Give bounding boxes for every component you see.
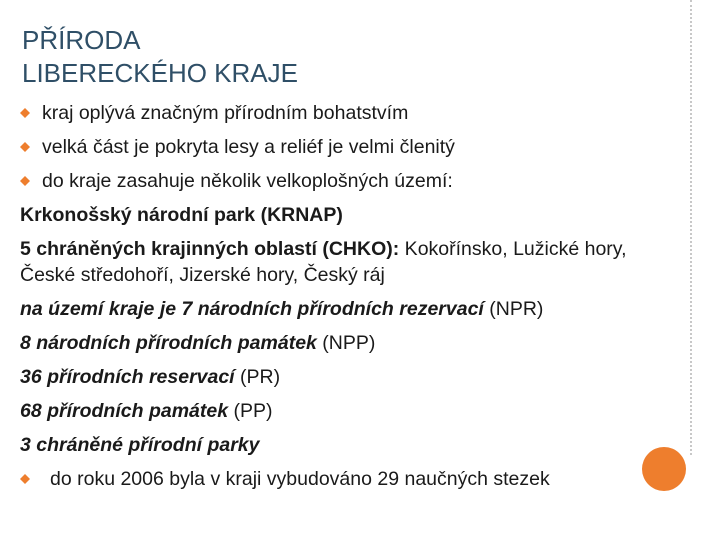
bullet-text: do roku 2006 byla v kraji vybudováno 29 naučných stezek (50, 468, 550, 490)
bullet-item (20, 462, 685, 496)
pr-label: 36 přírodních reservací (20, 366, 235, 388)
pp-line (20, 394, 685, 428)
title-line-1: PŘÍRODA (22, 25, 141, 55)
decorative-dotted-line (690, 0, 692, 455)
diamond-bullet-icon (20, 142, 30, 152)
krnap-line (20, 198, 685, 232)
chko-list: Kokořínsko, Lužické hory, České středohoří, Jizerské hory, Český ráj (20, 238, 627, 286)
pr-abbr: (PR) (234, 366, 281, 388)
npp-label: 8 národních přírodních památek (20, 332, 317, 354)
parks-line (20, 428, 685, 462)
chko-line (20, 232, 685, 292)
chko-label: 5 chráněných krajinných oblastí (CHKO): (20, 238, 400, 260)
npp-abbr: (NPP) (316, 332, 376, 354)
npr-label: na území kraje je 7 národních přírodních rezervací (20, 298, 484, 320)
npr-abbr: (NPR) (483, 298, 544, 320)
slide-title (22, 24, 298, 90)
diamond-bullet-icon (20, 108, 30, 118)
bullet-text: kraj oplývá značným přírodním bohatstvím (42, 102, 409, 124)
pp-label: 68 přírodních památek (20, 400, 229, 422)
parks-text: 3 chráněné přírodní parky (20, 434, 260, 456)
krnap-text: Krkonošský národní park (KRNAP) (20, 204, 343, 226)
npp-line (20, 326, 685, 360)
bullet-item (20, 96, 685, 130)
bullet-text: do kraje zasahuje několik velkoplošných území: (42, 170, 453, 192)
bullet-text: velká část je pokryta lesy a reliéf je velmi členitý (42, 136, 455, 158)
title-line-2: LIBERECKÉHO KRAJE (22, 58, 298, 88)
pp-abbr: (PP) (228, 400, 273, 422)
bullet-item (20, 164, 685, 198)
bullet-item (20, 130, 685, 164)
diamond-bullet-icon (20, 474, 30, 484)
pr-line (20, 360, 685, 394)
diamond-bullet-icon (20, 176, 30, 186)
slide-content (20, 96, 685, 496)
npr-line (20, 292, 685, 326)
